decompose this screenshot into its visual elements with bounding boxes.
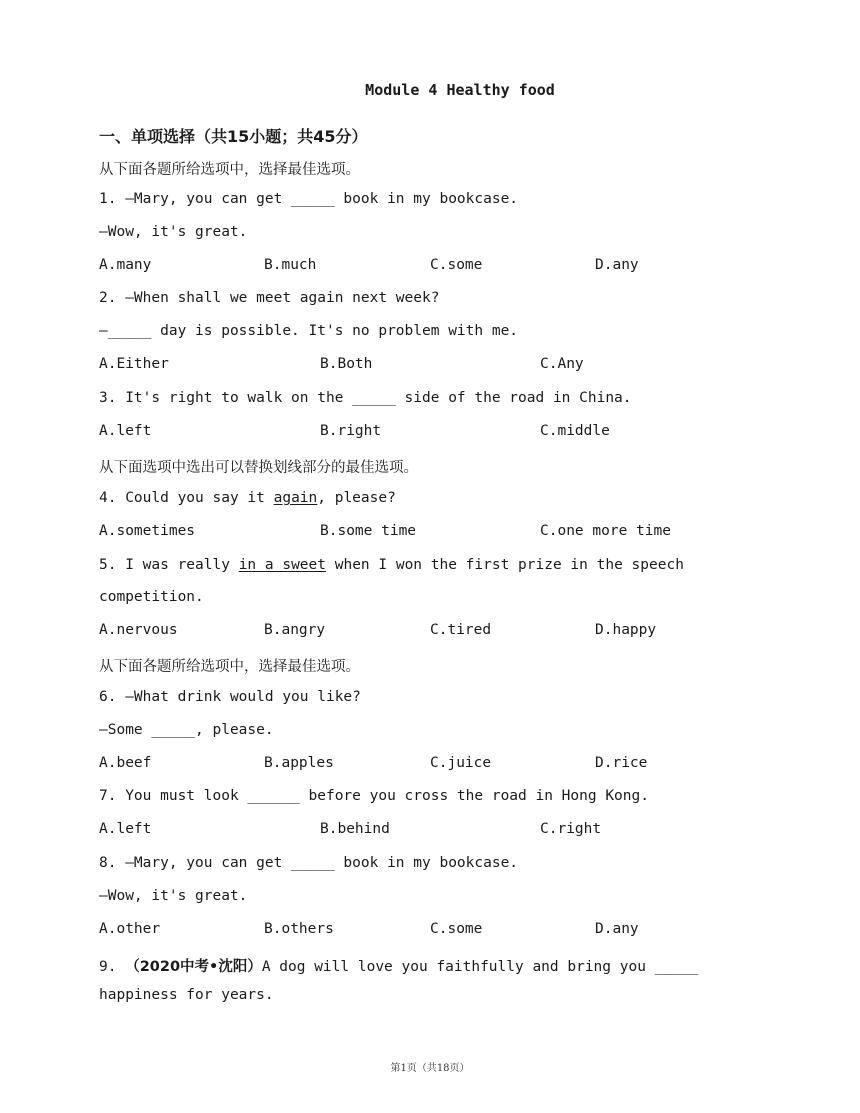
question-5-continuation: competition. <box>99 589 204 605</box>
page-footer: 第1页（共18页） <box>390 1063 470 1074</box>
q7-option-a: A.left <box>99 821 152 837</box>
page-title: Module 4 Healthy food <box>365 81 555 99</box>
question-2-reply: —_____ day is possible. It's no problem with me. <box>99 323 519 339</box>
question-6-text: 6. —What drink would you like? <box>99 689 361 705</box>
question-1-reply: —Wow, it's great. <box>99 224 248 240</box>
q6-option-b: B.apples <box>264 755 334 771</box>
q6-option-a: A.beef <box>99 755 152 771</box>
question-1-text: 1. —Mary, you can get _____ book in my bookcase. <box>99 191 519 207</box>
q1-option-b: B.much <box>264 257 317 273</box>
q4-option-b: B.some time <box>320 523 417 539</box>
q5-underlined-phrase: in a sweet <box>238 557 326 573</box>
q6-option-c: C.juice <box>430 755 492 771</box>
question-2-text: 2. —When shall we meet again next week? <box>99 290 440 306</box>
question-3-text: 3. It's right to walk on the _____ side of the road in China. <box>99 390 632 406</box>
q7-option-c: C.right <box>540 821 602 837</box>
q4-text-post: , please? <box>317 490 396 506</box>
question-8-text: 8. —Mary, you can get _____ book in my bookcase. <box>99 855 519 871</box>
q4-option-c: C.one more time <box>540 523 671 539</box>
q2-option-c: C.Any <box>540 356 584 372</box>
q5-option-d: D.happy <box>595 622 657 638</box>
q3-option-c: C.middle <box>540 423 610 439</box>
question-5-text <box>99 557 684 573</box>
q3-option-b: B.right <box>320 423 382 439</box>
q1-option-a: A.many <box>99 257 152 273</box>
question-9-text <box>99 955 698 976</box>
instruction-text: 从下面各题所给选项中，选择最佳选项。 <box>99 659 360 675</box>
q8-option-d: D.any <box>595 921 639 937</box>
question-4-text <box>99 490 396 506</box>
section-heading: 一、单项选择（共15小题；共45分） <box>99 127 368 146</box>
q6-option-d: D.rice <box>595 755 648 771</box>
q2-option-a: A.Either <box>99 356 169 372</box>
question-7-text: 7. You must look ______ before you cross the road in Hong Kong. <box>99 788 649 804</box>
q5-text-pre: 5. I was really <box>99 557 239 573</box>
q9-body: A dog will love you faithfully and bring you _____ <box>261 959 699 975</box>
q4-text-pre: 4. Could you say it <box>99 490 274 506</box>
q2-option-b: B.Both <box>320 356 373 372</box>
q5-option-a: A.nervous <box>99 622 178 638</box>
q5-option-b: B.angry <box>264 622 326 638</box>
q4-option-a: A.sometimes <box>99 523 196 539</box>
question-8-reply: —Wow, it's great. <box>99 888 248 904</box>
instruction-text: 从下面各题所给选项中，选择最佳选项。 <box>99 162 360 178</box>
question-9-continuation: happiness for years. <box>99 987 274 1003</box>
q3-option-a: A.left <box>99 423 152 439</box>
q1-option-c: C.some <box>430 257 483 273</box>
q8-option-a: A.other <box>99 921 161 937</box>
q5-option-c: C.tired <box>430 622 492 638</box>
q8-option-c: C.some <box>430 921 483 937</box>
instruction-text: 从下面选项中选出可以替换划线部分的最佳选项。 <box>99 460 418 476</box>
q1-option-d: D.any <box>595 257 639 273</box>
q7-option-b: B.behind <box>320 821 390 837</box>
q5-text-post: when I won the first prize in the speech <box>326 557 684 573</box>
q8-option-b: B.others <box>264 921 334 937</box>
q4-underlined-phrase: again <box>273 490 318 506</box>
question-6-reply: —Some _____, please. <box>99 722 274 738</box>
q9-source-tag: （2020中考•沈阳） <box>125 959 262 975</box>
q9-number: 9. <box>99 959 126 975</box>
